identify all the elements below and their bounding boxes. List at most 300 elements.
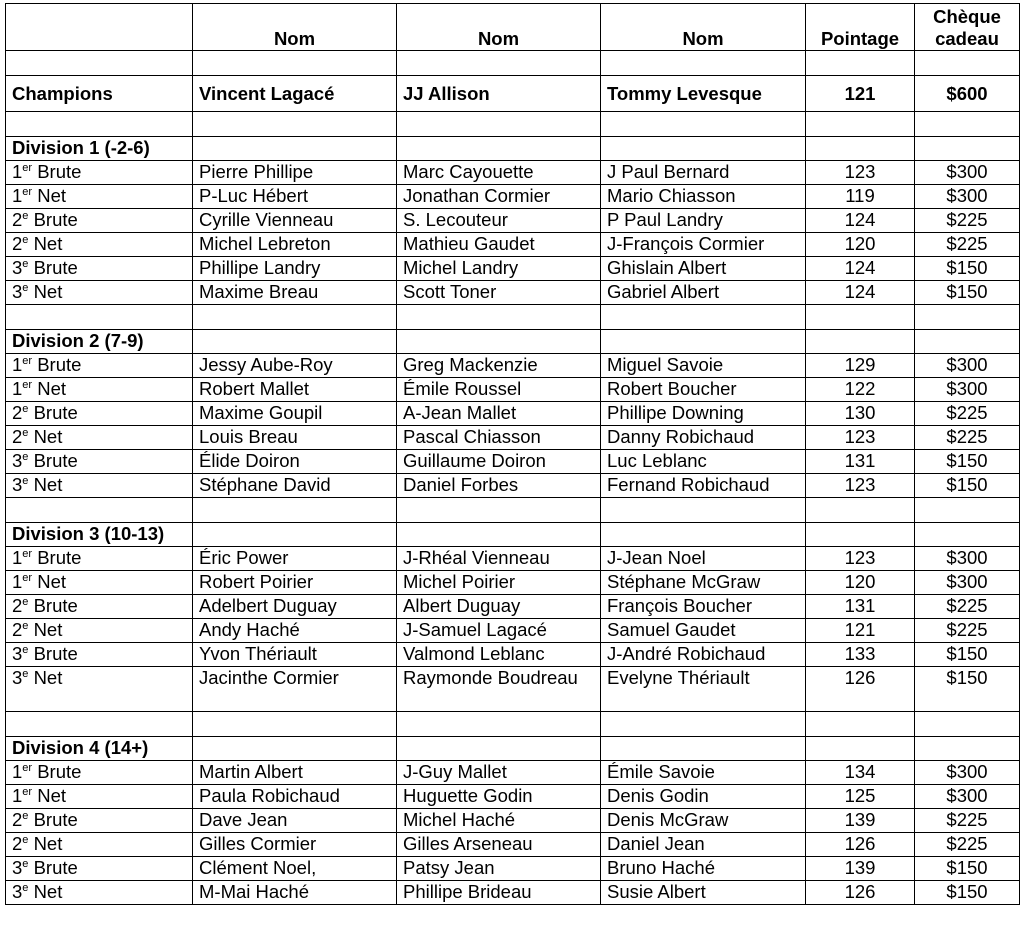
player-1: Maxime Breau [193,281,397,305]
placement-rank: 3 [12,643,23,664]
empty-cell [601,137,806,161]
placement-category: Net [33,667,63,688]
player-1: Clément Noel, [193,857,397,881]
placement-category: Net [37,185,67,206]
result-row [6,281,1020,305]
result-row [6,881,1020,905]
player-1: P-Luc Hébert [193,185,397,209]
player-2: Pascal Chiasson [397,426,601,450]
prize: $150 [915,474,1020,498]
player-2: Guillaume Doiron [397,450,601,474]
prize: $300 [915,354,1020,378]
empty-cell [915,137,1020,161]
champions-label: Champions [6,76,193,112]
prize: $225 [915,833,1020,857]
player-2: Marc Cayouette [397,161,601,185]
result-row [6,595,1020,619]
placement-rank: 2 [12,833,23,854]
player-2: Gilles Arseneau [397,833,601,857]
player-2: Michel Landry [397,257,601,281]
placement-suffix: e [22,451,29,463]
player-2: Huguette Godin [397,785,601,809]
empty-cell [915,737,1020,761]
score: 130 [806,402,915,426]
empty-cell [601,330,806,354]
player-3: Denis Godin [601,785,806,809]
placement-suffix: e [22,668,29,680]
result-row [6,833,1020,857]
placement-cell [6,667,193,712]
player-2: Émile Roussel [397,378,601,402]
empty-cell [6,498,193,523]
header-nom-2: Nom [397,4,601,51]
placement-suffix: er [22,162,33,174]
player-1: Martin Albert [193,761,397,785]
prize: $225 [915,595,1020,619]
player-2: Greg Mackenzie [397,354,601,378]
placement-cell [6,233,193,257]
division-title-row [6,737,1020,761]
result-row [6,402,1020,426]
placement-rank: 1 [12,161,23,182]
score: 122 [806,378,915,402]
player-2: A-Jean Mallet [397,402,601,426]
placement-category: Net [33,426,63,447]
player-2: S. Lecouteur [397,209,601,233]
placement-cell [6,474,193,498]
empty-cell [397,737,601,761]
spacer-row [6,712,1020,737]
empty-cell [601,712,806,737]
placement-category: Brute [37,761,82,782]
player-3: Phillipe Downing [601,402,806,426]
placement-category: Brute [33,857,78,878]
placement-cell [6,571,193,595]
empty-cell [601,112,806,137]
placement-rank: 1 [12,785,23,806]
result-row [6,785,1020,809]
placement-category: Brute [33,595,78,616]
prize: $300 [915,378,1020,402]
placement-cell [6,161,193,185]
player-1: Stéphane David [193,474,397,498]
prize: $225 [915,426,1020,450]
division-title: Division 1 (-2-6) [6,137,193,161]
placement-cell [6,857,193,881]
division-title-row [6,330,1020,354]
champions-row [6,76,1020,112]
placement-category: Net [37,378,67,399]
score: 133 [806,643,915,667]
prize: $300 [915,761,1020,785]
player-2: J-Guy Mallet [397,761,601,785]
results-table [5,3,1020,905]
prize: $300 [915,161,1020,185]
empty-cell [193,305,397,330]
empty-cell [915,112,1020,137]
placement-rank: 1 [12,761,23,782]
score: 123 [806,474,915,498]
spacer-row [6,112,1020,137]
result-row [6,257,1020,281]
player-1: Jacinthe Cormier [193,667,397,712]
player-3: Émile Savoie [601,761,806,785]
result-row [6,571,1020,595]
prize: $225 [915,233,1020,257]
placement-cell [6,643,193,667]
empty-cell [397,712,601,737]
player-2: Raymonde Boudreau [397,667,601,712]
player-3: J-Jean Noel [601,547,806,571]
champion-score: 121 [806,76,915,112]
empty-cell [806,305,915,330]
placement-suffix: e [22,882,29,894]
division-title-row [6,523,1020,547]
player-1: Paula Robichaud [193,785,397,809]
placement-rank: 1 [12,378,23,399]
score: 119 [806,185,915,209]
placement-cell [6,881,193,905]
player-3: Stéphane McGraw [601,571,806,595]
placement-rank: 2 [12,426,23,447]
prize: $225 [915,619,1020,643]
player-1: Gilles Cormier [193,833,397,857]
score: 139 [806,857,915,881]
player-3: Denis McGraw [601,809,806,833]
result-row [6,161,1020,185]
placement-rank: 1 [12,547,23,568]
result-row [6,209,1020,233]
header-pointage: Pointage [806,4,915,51]
placement-cell [6,450,193,474]
score: 121 [806,619,915,643]
player-3: François Boucher [601,595,806,619]
empty-cell [806,712,915,737]
player-1: Éric Power [193,547,397,571]
placement-category: Net [33,833,63,854]
results-table-body [6,4,1020,905]
player-2: Mathieu Gaudet [397,233,601,257]
player-1: Maxime Goupil [193,402,397,426]
division-title: Division 2 (7-9) [6,330,193,354]
empty-cell [193,523,397,547]
placement-cell [6,547,193,571]
placement-rank: 1 [12,185,23,206]
empty-cell [6,112,193,137]
placement-category: Net [33,281,63,302]
score: 134 [806,761,915,785]
empty-cell [915,305,1020,330]
player-3: J-André Robichaud [601,643,806,667]
placement-cell [6,833,193,857]
placement-suffix: e [22,644,29,656]
placement-category: Brute [33,809,78,830]
placement-suffix: e [22,258,29,270]
empty-cell [193,498,397,523]
spacer-row [6,305,1020,330]
player-3: Danny Robichaud [601,426,806,450]
score: 125 [806,785,915,809]
empty-cell [193,51,397,76]
empty-cell [397,51,601,76]
placement-suffix: e [22,427,29,439]
spacer-row [6,51,1020,76]
score: 124 [806,209,915,233]
player-3: Robert Boucher [601,378,806,402]
placement-rank: 2 [12,809,23,830]
player-1: Yvon Thériault [193,643,397,667]
player-3: Evelyne Thériault [601,667,806,712]
player-1: Jessy Aube-Roy [193,354,397,378]
player-1: Louis Breau [193,426,397,450]
placement-suffix: er [22,548,33,560]
empty-cell [193,712,397,737]
prize: $300 [915,547,1020,571]
player-1: Adelbert Duguay [193,595,397,619]
empty-cell [601,305,806,330]
prize: $300 [915,785,1020,809]
placement-suffix: er [22,786,33,798]
result-row [6,857,1020,881]
placement-category: Net [33,233,63,254]
player-1: Andy Haché [193,619,397,643]
division-title: Division 3 (10-13) [6,523,193,547]
placement-suffix: e [22,282,29,294]
player-3: Mario Chiasson [601,185,806,209]
header-nom-3: Nom [601,4,806,51]
champion-player-1: Vincent Lagacé [193,76,397,112]
empty-cell [806,137,915,161]
placement-suffix: e [22,475,29,487]
placement-category: Net [37,571,67,592]
placement-rank: 3 [12,257,23,278]
score: 131 [806,595,915,619]
result-row [6,667,1020,712]
placement-cell [6,354,193,378]
player-2: Albert Duguay [397,595,601,619]
empty-cell [6,51,193,76]
score: 123 [806,547,915,571]
champion-prize: $600 [915,76,1020,112]
score: 120 [806,571,915,595]
placement-cell [6,426,193,450]
player-3: Miguel Savoie [601,354,806,378]
placement-cell [6,785,193,809]
placement-cell [6,402,193,426]
player-1: Phillipe Landry [193,257,397,281]
empty-cell [397,112,601,137]
champion-player-2: JJ Allison [397,76,601,112]
placement-rank: 3 [12,450,23,471]
placement-cell [6,619,193,643]
player-2: Michel Poirier [397,571,601,595]
empty-cell [601,737,806,761]
placement-rank: 3 [12,667,23,688]
player-3: Gabriel Albert [601,281,806,305]
result-row [6,426,1020,450]
placement-suffix: e [22,858,29,870]
player-1: Élide Doiron [193,450,397,474]
empty-cell [915,498,1020,523]
result-row [6,354,1020,378]
score: 139 [806,809,915,833]
player-2: J-Samuel Lagacé [397,619,601,643]
placement-cell [6,257,193,281]
placement-category: Net [33,619,63,640]
empty-cell [397,498,601,523]
empty-cell [806,523,915,547]
placement-rank: 1 [12,571,23,592]
empty-cell [397,330,601,354]
result-row [6,233,1020,257]
placement-category: Brute [33,402,78,423]
player-1: M-Mai Haché [193,881,397,905]
result-row [6,474,1020,498]
prize: $300 [915,185,1020,209]
result-row [6,643,1020,667]
player-1: Robert Mallet [193,378,397,402]
empty-cell [193,330,397,354]
result-row [6,450,1020,474]
placement-suffix: e [22,596,29,608]
header-row [6,4,1020,51]
placement-cell [6,809,193,833]
empty-cell [806,330,915,354]
empty-cell [601,523,806,547]
score: 123 [806,161,915,185]
placement-category: Brute [37,547,82,568]
result-row [6,761,1020,785]
empty-cell [193,112,397,137]
prize: $150 [915,281,1020,305]
prize: $150 [915,450,1020,474]
placement-category: Net [37,785,67,806]
empty-cell [915,330,1020,354]
player-1: Robert Poirier [193,571,397,595]
score: 131 [806,450,915,474]
empty-cell [397,523,601,547]
result-row [6,809,1020,833]
player-3: Fernand Robichaud [601,474,806,498]
placement-cell [6,378,193,402]
score: 126 [806,881,915,905]
result-row [6,619,1020,643]
placement-cell [6,281,193,305]
score: 129 [806,354,915,378]
placement-suffix: er [22,762,33,774]
prize: $150 [915,857,1020,881]
empty-cell [193,137,397,161]
player-3: Luc Leblanc [601,450,806,474]
empty-cell [915,51,1020,76]
division-title-row [6,137,1020,161]
result-row [6,378,1020,402]
player-3: Susie Albert [601,881,806,905]
placement-suffix: e [22,234,29,246]
player-2: Daniel Forbes [397,474,601,498]
placement-suffix: e [22,834,29,846]
player-3: Daniel Jean [601,833,806,857]
prize: $225 [915,809,1020,833]
empty-cell [193,737,397,761]
placement-rank: 3 [12,881,23,902]
player-2: Patsy Jean [397,857,601,881]
player-2: Jonathan Cormier [397,185,601,209]
score: 126 [806,667,915,712]
placement-category: Brute [33,209,78,230]
score: 120 [806,233,915,257]
empty-cell [915,712,1020,737]
player-3: J Paul Bernard [601,161,806,185]
placement-category: Brute [37,354,82,375]
player-3: P Paul Landry [601,209,806,233]
player-3: Bruno Haché [601,857,806,881]
prize: $225 [915,402,1020,426]
empty-cell [806,498,915,523]
placement-suffix: e [22,620,29,632]
prize: $150 [915,257,1020,281]
empty-cell [6,712,193,737]
empty-cell [397,137,601,161]
score: 124 [806,281,915,305]
result-row [6,185,1020,209]
prize: $150 [915,881,1020,905]
empty-cell [6,305,193,330]
empty-cell [601,51,806,76]
prize: $150 [915,643,1020,667]
player-1: Cyrille Vienneau [193,209,397,233]
placement-suffix: e [22,403,29,415]
player-1: Michel Lebreton [193,233,397,257]
placement-rank: 2 [12,233,23,254]
placement-suffix: e [22,210,29,222]
player-3: Samuel Gaudet [601,619,806,643]
placement-cell [6,209,193,233]
placement-category: Brute [33,450,78,471]
player-2: Phillipe Bridеau [397,881,601,905]
placement-suffix: er [22,572,33,584]
header-category [6,4,193,51]
empty-cell [915,523,1020,547]
placement-rank: 2 [12,595,23,616]
placement-category: Net [33,881,63,902]
placement-category: Brute [33,643,78,664]
placement-rank: 2 [12,402,23,423]
result-row [6,547,1020,571]
placement-suffix: e [22,810,29,822]
placement-rank: 2 [12,619,23,640]
prize: $300 [915,571,1020,595]
placement-rank: 1 [12,354,23,375]
placement-cell [6,595,193,619]
header-cheque-cadeau: Chèque cadeau [915,4,1020,51]
prize: $150 [915,667,1020,712]
player-3: Ghislain Albert [601,257,806,281]
empty-cell [806,737,915,761]
placement-suffix: er [22,186,33,198]
placement-rank: 3 [12,281,23,302]
score: 126 [806,833,915,857]
player-2: Scott Toner [397,281,601,305]
empty-cell [397,305,601,330]
placement-category: Brute [37,161,82,182]
division-title: Division 4 (14+) [6,737,193,761]
placement-suffix: er [22,379,33,391]
placement-rank: 3 [12,474,23,495]
player-3: J-François Cormier [601,233,806,257]
score: 124 [806,257,915,281]
player-1: Pierre Phillipe [193,161,397,185]
